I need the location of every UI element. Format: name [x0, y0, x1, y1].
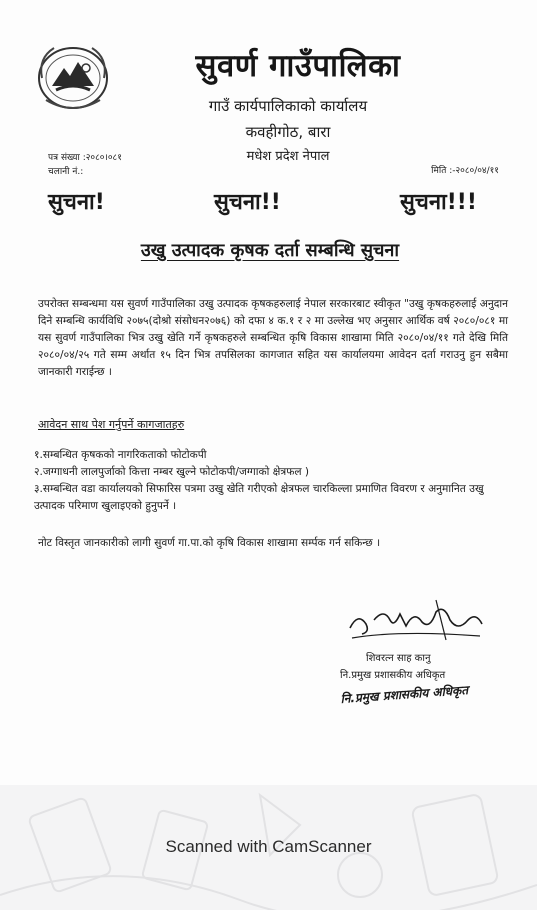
office-address: कवहीगोठ, बारा [245, 123, 331, 141]
notice-label: सुचना!!! [400, 190, 477, 215]
notice-subject: उखु उत्पादक कृषक दर्ता सम्बन्धि सुचना [140, 240, 400, 261]
office-name: गाउँ कार्यपालिकाको कार्यालय [208, 97, 368, 115]
contact-note: नोट विस्तृत जानकारीको लागी सुवर्ण गा.पा.को कृषि विकास शाखामा सर्म्पक गर्न सकिन्छ । [38, 537, 381, 549]
documents-list [34, 447, 514, 515]
list-item: ३.सम्बन्धित वडा कार्यालयको सिफारिस पत्रमा उखु खेति गरीएको क्षेत्रफल चारकिल्ला प्रमाणित विवरण र अनुमानित उखु उत्पादक परिमाण खुलाइएको हुनुपर्ने । [34, 483, 484, 512]
signatory-title: नि.प्रमुख प्रशासकीय अधिकृत [340, 670, 446, 681]
handwritten-signature [340, 590, 490, 650]
document-date: मिति :-२०८०/०४/११ [431, 166, 499, 176]
list-item: १.सम्बन्धित कृषकको नागरिकताको फोटोकपी [34, 449, 207, 461]
signatory-name: शिवरत्न साह कानु [366, 653, 431, 664]
notice-body: उपरोक्त सम्बन्धमा यस सुवर्ण गाउँपालिका उखु उत्पादक कृषकहरुलाई नेपाल सरकारबाट स्वीकृत "उखु कृषकहरुलाई अनुदान दिने सम्बन्धि कार्यविधि २०७५(दोश्रो संसोधन२०७६) को दफा ४ क.१ र २ मा उल्लेख भए अनुसार आर्थिक वर्ष २०८०/०८१ मा यस सुवर्ण गाउँपालिका भित्र उखु खेति गर्ने कृषकहरुले सम्बन्धित कृषि विकास शाखामा मिति २०८०/०४/११ गते देखि मिति २०८०/०४/२५ गते सम्म अर्थात १५ दिन भित्र तपसिलका कागजात सहित यस कार्यालयमा आवेदन दर्ता गराउनु हुन सबैमा जानकारी गराईन्छ । [38, 298, 508, 378]
notice-label: सुचना! [48, 190, 105, 215]
scanner-footer [0, 785, 537, 910]
emblem-logo [30, 38, 116, 118]
notice-label: सुचना!! [214, 190, 281, 215]
dispatch-number: चलानी नं.: [48, 167, 84, 177]
camscanner-watermark: Scanned with CamScanner [165, 837, 372, 856]
province-name: मधेश प्रदेश नेपाल [246, 149, 330, 164]
official-stamp: नि.प्रमुख प्रशासकीय अधिकृत [340, 683, 469, 706]
list-item: २.जग्गाधनी लालपुर्जाको कित्ता नम्बर खुल्ने फोटोकपी/जग्गाको क्षेत्रफल ) [34, 466, 310, 478]
organization-name: सुवर्ण गाउँपालिका [195, 48, 401, 84]
reference-number: पत्र संख्या :२०८०।०८१ [48, 153, 122, 163]
documents-heading: आवेदन साथ पेश गर्नुपर्ने कागजातहरु [38, 418, 185, 431]
